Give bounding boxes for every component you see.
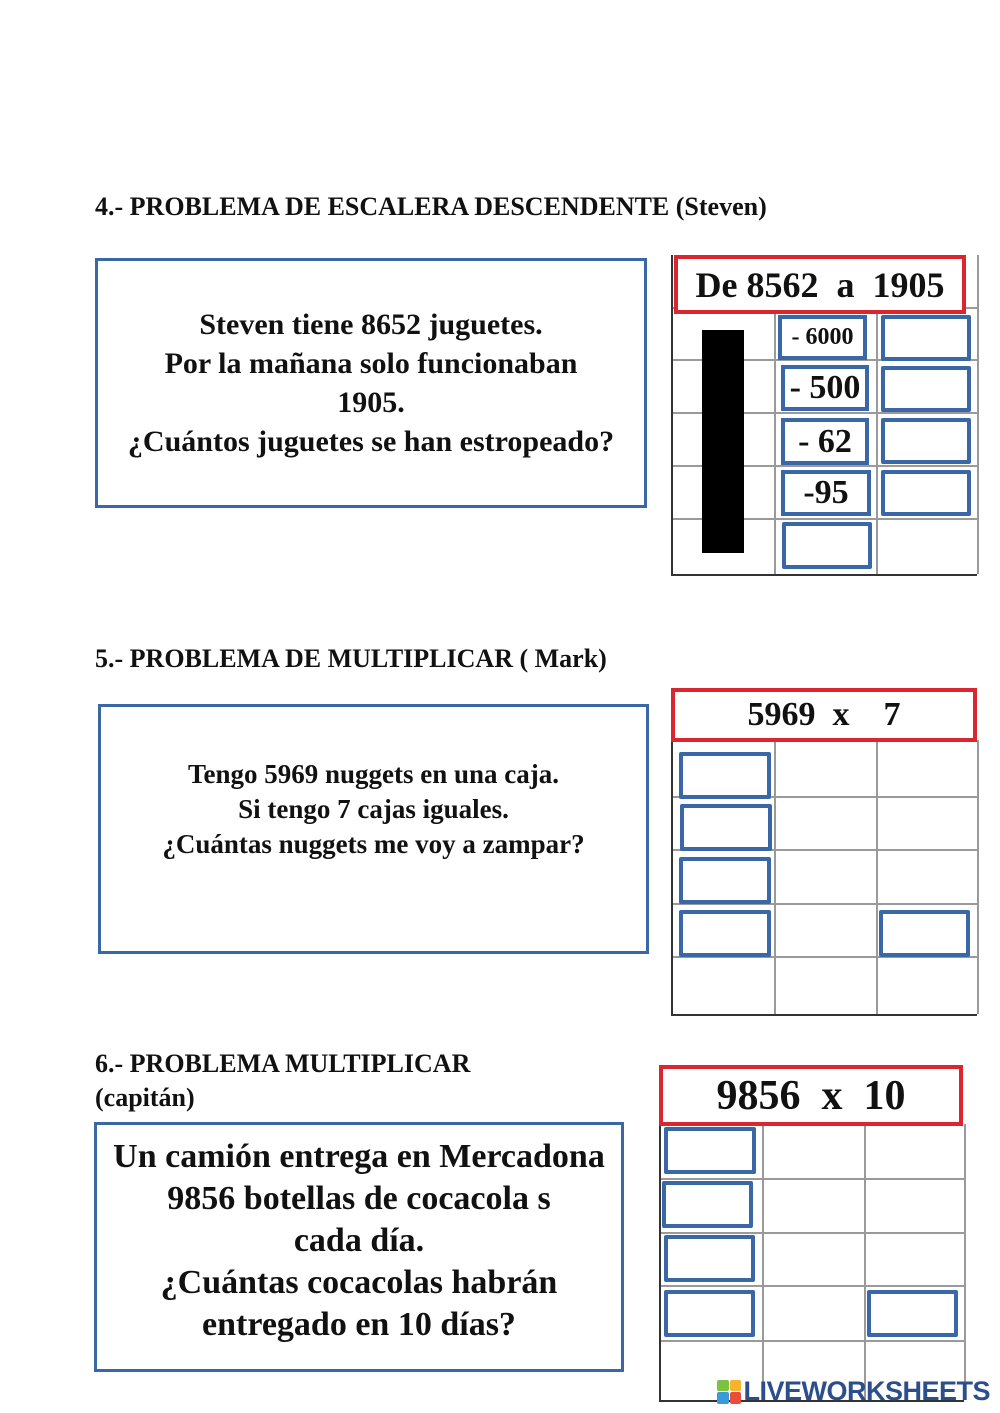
answer-input-row1[interactable] — [881, 315, 971, 361]
problem-4-statement: Steven tiene 8652 juguetes. Por la mañana solo funcionaban 1905. ¿Cuántos juguetes se han estropeado? — [127, 308, 615, 458]
answer-input-final[interactable] — [782, 522, 872, 569]
multiply10-result-input[interactable] — [867, 1290, 958, 1337]
step-box-95: -95 — [781, 470, 871, 516]
problem-4-statement-box — [95, 258, 647, 508]
problem-5-heading: 5.- PROBLEMA DE MULTIPLICAR ( Mark) — [95, 644, 607, 673]
brand-name: LIVEWORKSHEETS — [743, 1376, 990, 1406]
multiply-result-input[interactable] — [879, 910, 970, 957]
problem-5-statement-box — [98, 704, 649, 954]
problem-6-statement: Un camión entrega en Mercadona 9856 botellas de cocacola s cada día. ¿Cuántas cocacolas habrán entregado en 10 días? — [113, 1138, 605, 1343]
step-box-62: - 62 — [781, 418, 869, 465]
step-box-500: - 500 — [781, 365, 869, 411]
multiply-input-2[interactable] — [680, 804, 772, 851]
problem-6-operation: 9856 x 10 — [659, 1065, 963, 1126]
multiply10-input-2[interactable] — [662, 1181, 753, 1228]
problem-6-statement-box — [94, 1122, 624, 1372]
multiply-input-3[interactable] — [679, 857, 771, 904]
problem-4-operation: De 8562 a 1905 — [674, 255, 966, 314]
multiply10-input-3[interactable] — [664, 1235, 755, 1282]
answer-input-row4[interactable] — [881, 470, 971, 516]
multiply-input-4[interactable] — [679, 910, 771, 957]
problem-6-heading: 6.- PROBLEMA MULTIPLICAR (capitán) — [95, 1049, 471, 1112]
liveworksheets-brand — [717, 1376, 990, 1407]
step-box-6000: - 6000 — [778, 315, 867, 360]
problem-4-heading: 4.- PROBLEMA DE ESCALERA DESCENDENTE (Steven) — [95, 192, 767, 221]
liveworksheets-logo-icon — [717, 1380, 741, 1404]
problem-5-statement: Tengo 5969 nuggets en una caja. Si tengo 7 cajas iguales. ¿Cuántas nuggets me voy a zampar? — [162, 758, 585, 859]
answer-input-row2[interactable] — [881, 366, 971, 412]
multiply-input-1[interactable] — [679, 752, 771, 799]
problem-5-operation: 5969 x 7 — [671, 688, 977, 742]
answer-input-row3[interactable] — [881, 418, 971, 464]
answer-bar — [702, 330, 744, 553]
multiply10-input-1[interactable] — [664, 1127, 756, 1174]
multiply10-input-4[interactable] — [664, 1290, 755, 1337]
